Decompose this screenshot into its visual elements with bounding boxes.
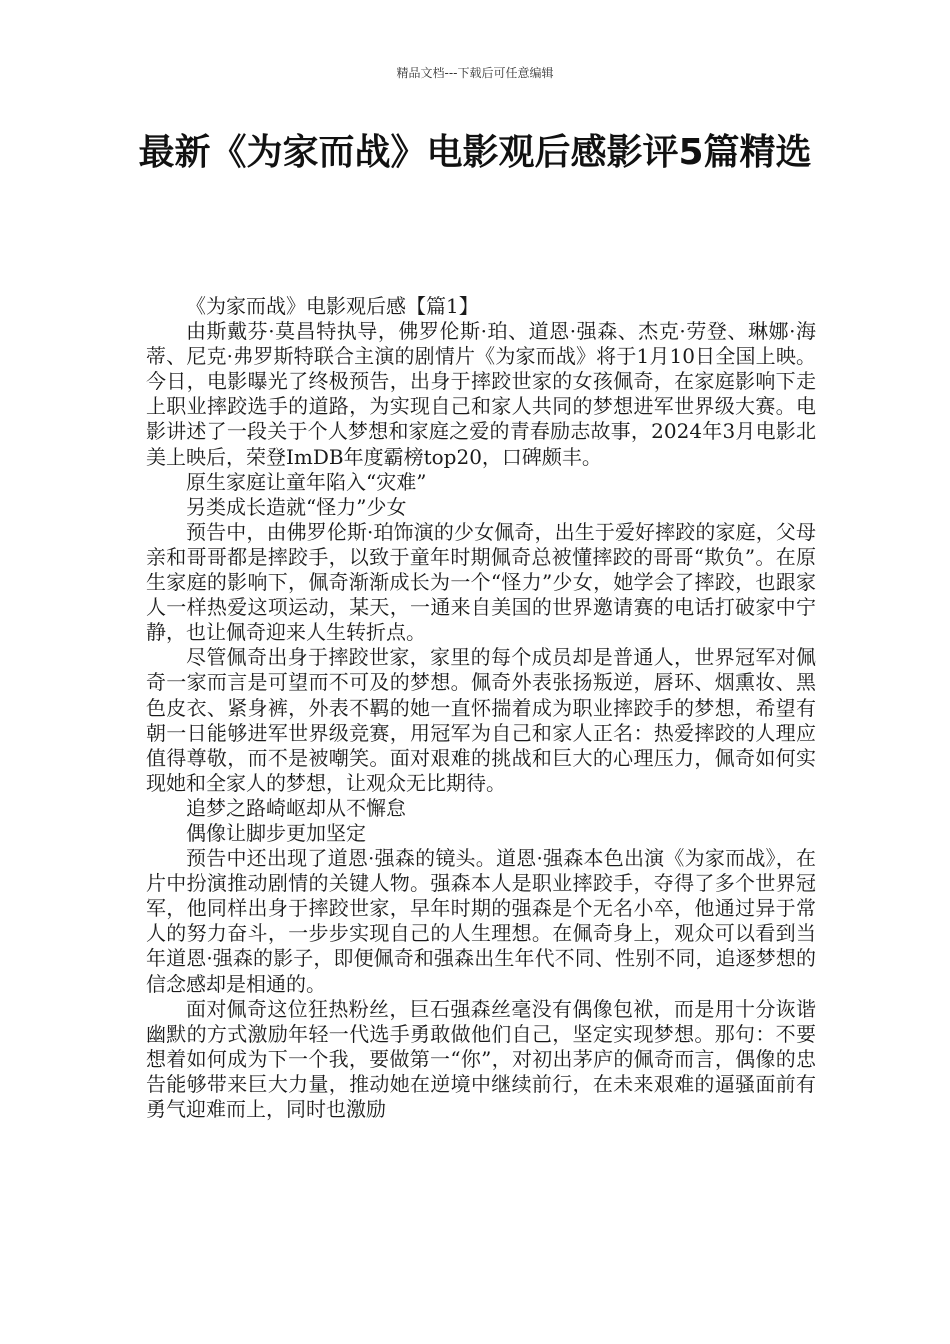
paragraph: 面对佩奇这位狂热粉丝，巨石强森丝毫没有偶像包袱，而是用十分诙谐幽默的方式激励年轻一代选手勇敢做他们自己，坚定实现梦想。那句：不要想着如何成为下一个我，要做第一“你”，对初出茅庐的佩奇而言，偶像的忠告能够带来巨大力量，推动她在逆境中继续前行，在未来艰难的逼骚面前有勇气迎难而上，同时也激励 <box>146 996 816 1121</box>
subheading: 偶像让脚步更加坚定 <box>186 820 366 845</box>
document-body <box>146 294 816 1122</box>
paragraph: 尽管佩奇出身于摔跤世家，家里的每个成员却是普通人，世界冠军对佩奇一家而言是可望而不可及的梦想。佩奇外表张扬叛逆，唇环、烟熏妆、黑色皮衣、紧身裤，外表不羁的她一直怀揣着成为职业摔跤手的梦想，希望有朝一日能够进军世界级竞赛，用冠军为自己和家人正名：热爱摔跤的人理应值得尊敬，而不是被嘲笑。面对艰难的挑战和巨大的心理压力，佩奇如何实现她和全家人的梦想，让观众无比期待。 <box>146 645 816 795</box>
document-title: 最新《为家而战》电影观后感影评5篇精选 <box>138 132 812 173</box>
subheading: 另类成长造就“怪力”少女 <box>186 494 407 519</box>
paragraph: 预告中，由佛罗伦斯·珀饰演的少女佩奇，出生于爱好摔跤的家庭，父母亲和哥哥都是摔跤手，以致于童年时期佩奇总被懂摔跤的哥哥“欺负”。在原生家庭的影响下，佩奇渐渐成长为一个“怪力”少女，她学会了摔跤，也跟家人一样热爱这项运动，某天，一通来自美国的世界邀请赛的电话打破家中宁静，也让佩奇迎来人生转折点。 <box>146 519 816 645</box>
section-heading: 《为家而战》电影观后感【篇1】 <box>186 294 479 318</box>
paragraph: 预告中还出现了道恩·强森的镜头。道恩·强森本色出演《为家而战》，在片中扮演推动剧情的关键人物。强森本人是职业摔跤手，夺得了多个世界冠军，他同样出身于摔跤世家，早年时期的强森是个无名小卒，他通过异于常人的努力奋斗，一步步实现自己的人生理想。在佩奇身上，观众可以看到当年道恩·强森的影子，即便佩奇和强森出生年代不同、性别不同，追逐梦想的信念感却是相通的。 <box>146 846 816 996</box>
subheading: 追梦之路崎岖却从不懈怠 <box>186 795 406 820</box>
subheading: 原生家庭让童年陷入“灾难” <box>186 469 427 494</box>
paragraph: 由斯戴芬·莫昌特执导，佛罗伦斯·珀、道恩·强森、杰克·劳登、琳娜·海蒂、尼克·弗罗斯特联合主演的剧情片《为家而战》将于1月10日全国上映。今日，电影曝光了终极预告，出身于摔跤世家的女孩佩奇，在家庭影响下走上职业摔跤选手的道路，为实现自己和家人共同的梦想进军世界级大赛。电影讲述了一段关于个人梦想和家庭之爱的青春励志故事，2024年3月电影北美上映后，荣登ImDB年度霸榜top20，口碑颇丰。 <box>146 319 816 469</box>
page-header: 精品文档---下载后可任意编辑 <box>396 66 554 80</box>
